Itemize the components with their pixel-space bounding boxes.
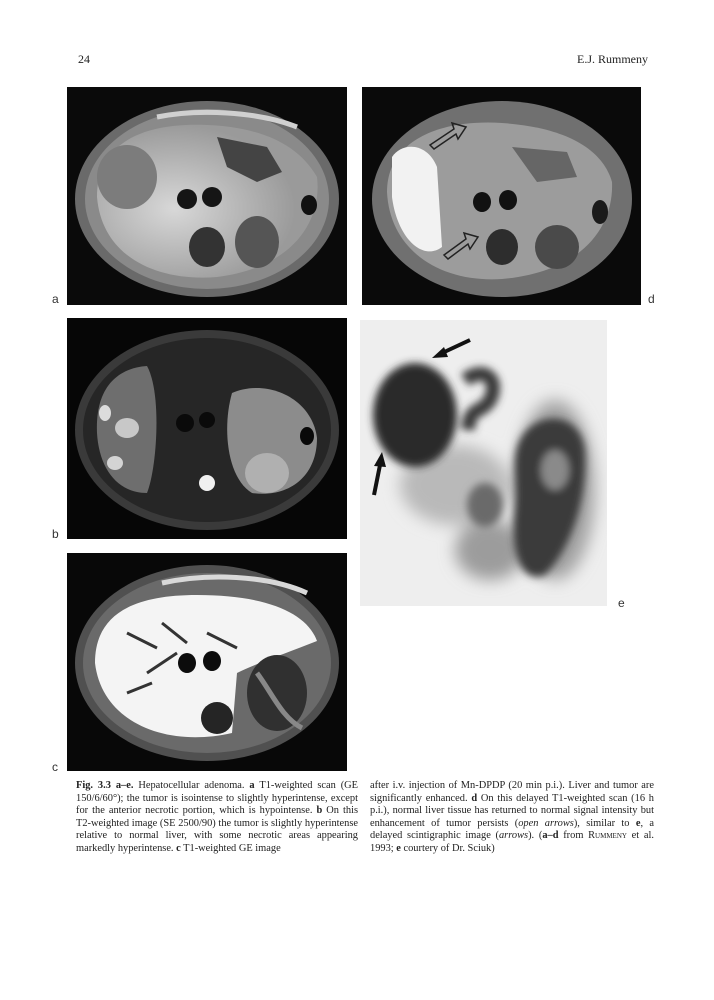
caption-text: from	[558, 830, 589, 842]
running-head: E.J. Rummeny	[577, 52, 648, 66]
panel-letter-c: c	[52, 760, 58, 774]
panel-ref: b	[316, 805, 323, 817]
panel-b-image	[67, 318, 347, 539]
caption-italic: open arrows	[518, 817, 574, 829]
mri-scan-a	[67, 87, 347, 305]
panel-e-image	[360, 320, 607, 606]
caption-text: , a delayed scintigraphic image (	[370, 817, 654, 842]
panel-letter-b: b	[52, 527, 59, 541]
figure-caption-right	[370, 780, 654, 856]
panel-letter-a: a	[52, 292, 59, 306]
panel-d-image	[362, 87, 641, 305]
caption-text: T1-weighted GE image	[180, 842, 281, 854]
scintigraphy-e	[360, 320, 607, 606]
panel-ref: c	[176, 842, 181, 854]
panel-ref: e	[396, 842, 401, 854]
figure-label: Fig. 3.3 a–e.	[76, 780, 134, 791]
caption-text: ), similar to	[573, 817, 636, 829]
panel-letter-e: e	[618, 596, 625, 610]
panel-letter-d: d	[648, 292, 655, 306]
panel-ref: e	[635, 817, 641, 829]
caption-text: after i.v. injection of Mn-DPDP (20 min p.i.). Liver and tumor are significantly enhanced.	[370, 780, 654, 804]
caption-text: et al. 1993;	[370, 830, 654, 854]
caption-text: On this delayed T1-weighted scan (16 h p.i.), normal liver tissue has returned to normal signal intensity but enhancement of tumor persists (	[370, 792, 654, 829]
mri-scan-b	[67, 318, 347, 539]
panel-ref: a–d	[542, 830, 559, 842]
caption-text: T1-weighted scan (GE 150/6/60°); the tumor is isointense to slightly hyperintense, except for the anterior necrotic portion, which is hypointense.	[76, 780, 359, 817]
caption-italic: arrows	[498, 830, 529, 842]
caption-text: On this T2-weighted image (SE 2500/90) the tumor is slightly hyperintense relative to normal liver, with some necrotic areas appearing markedly hyperintense.	[76, 805, 358, 854]
caption-text: Hepatocellular adenoma.	[133, 780, 250, 791]
mri-scan-d	[362, 87, 641, 305]
panel-ref: d	[471, 792, 478, 804]
figure-caption-left	[76, 780, 358, 856]
page-number: 24	[78, 52, 90, 66]
mri-scan-c	[67, 553, 347, 771]
panel-ref: a	[249, 780, 255, 791]
panel-c-image	[67, 553, 347, 771]
citation-author: Rummeny	[588, 830, 627, 842]
panel-a-image	[67, 87, 347, 305]
caption-text: courtery of Dr. Sciuk)	[400, 842, 495, 854]
caption-text: ). (	[528, 830, 543, 842]
